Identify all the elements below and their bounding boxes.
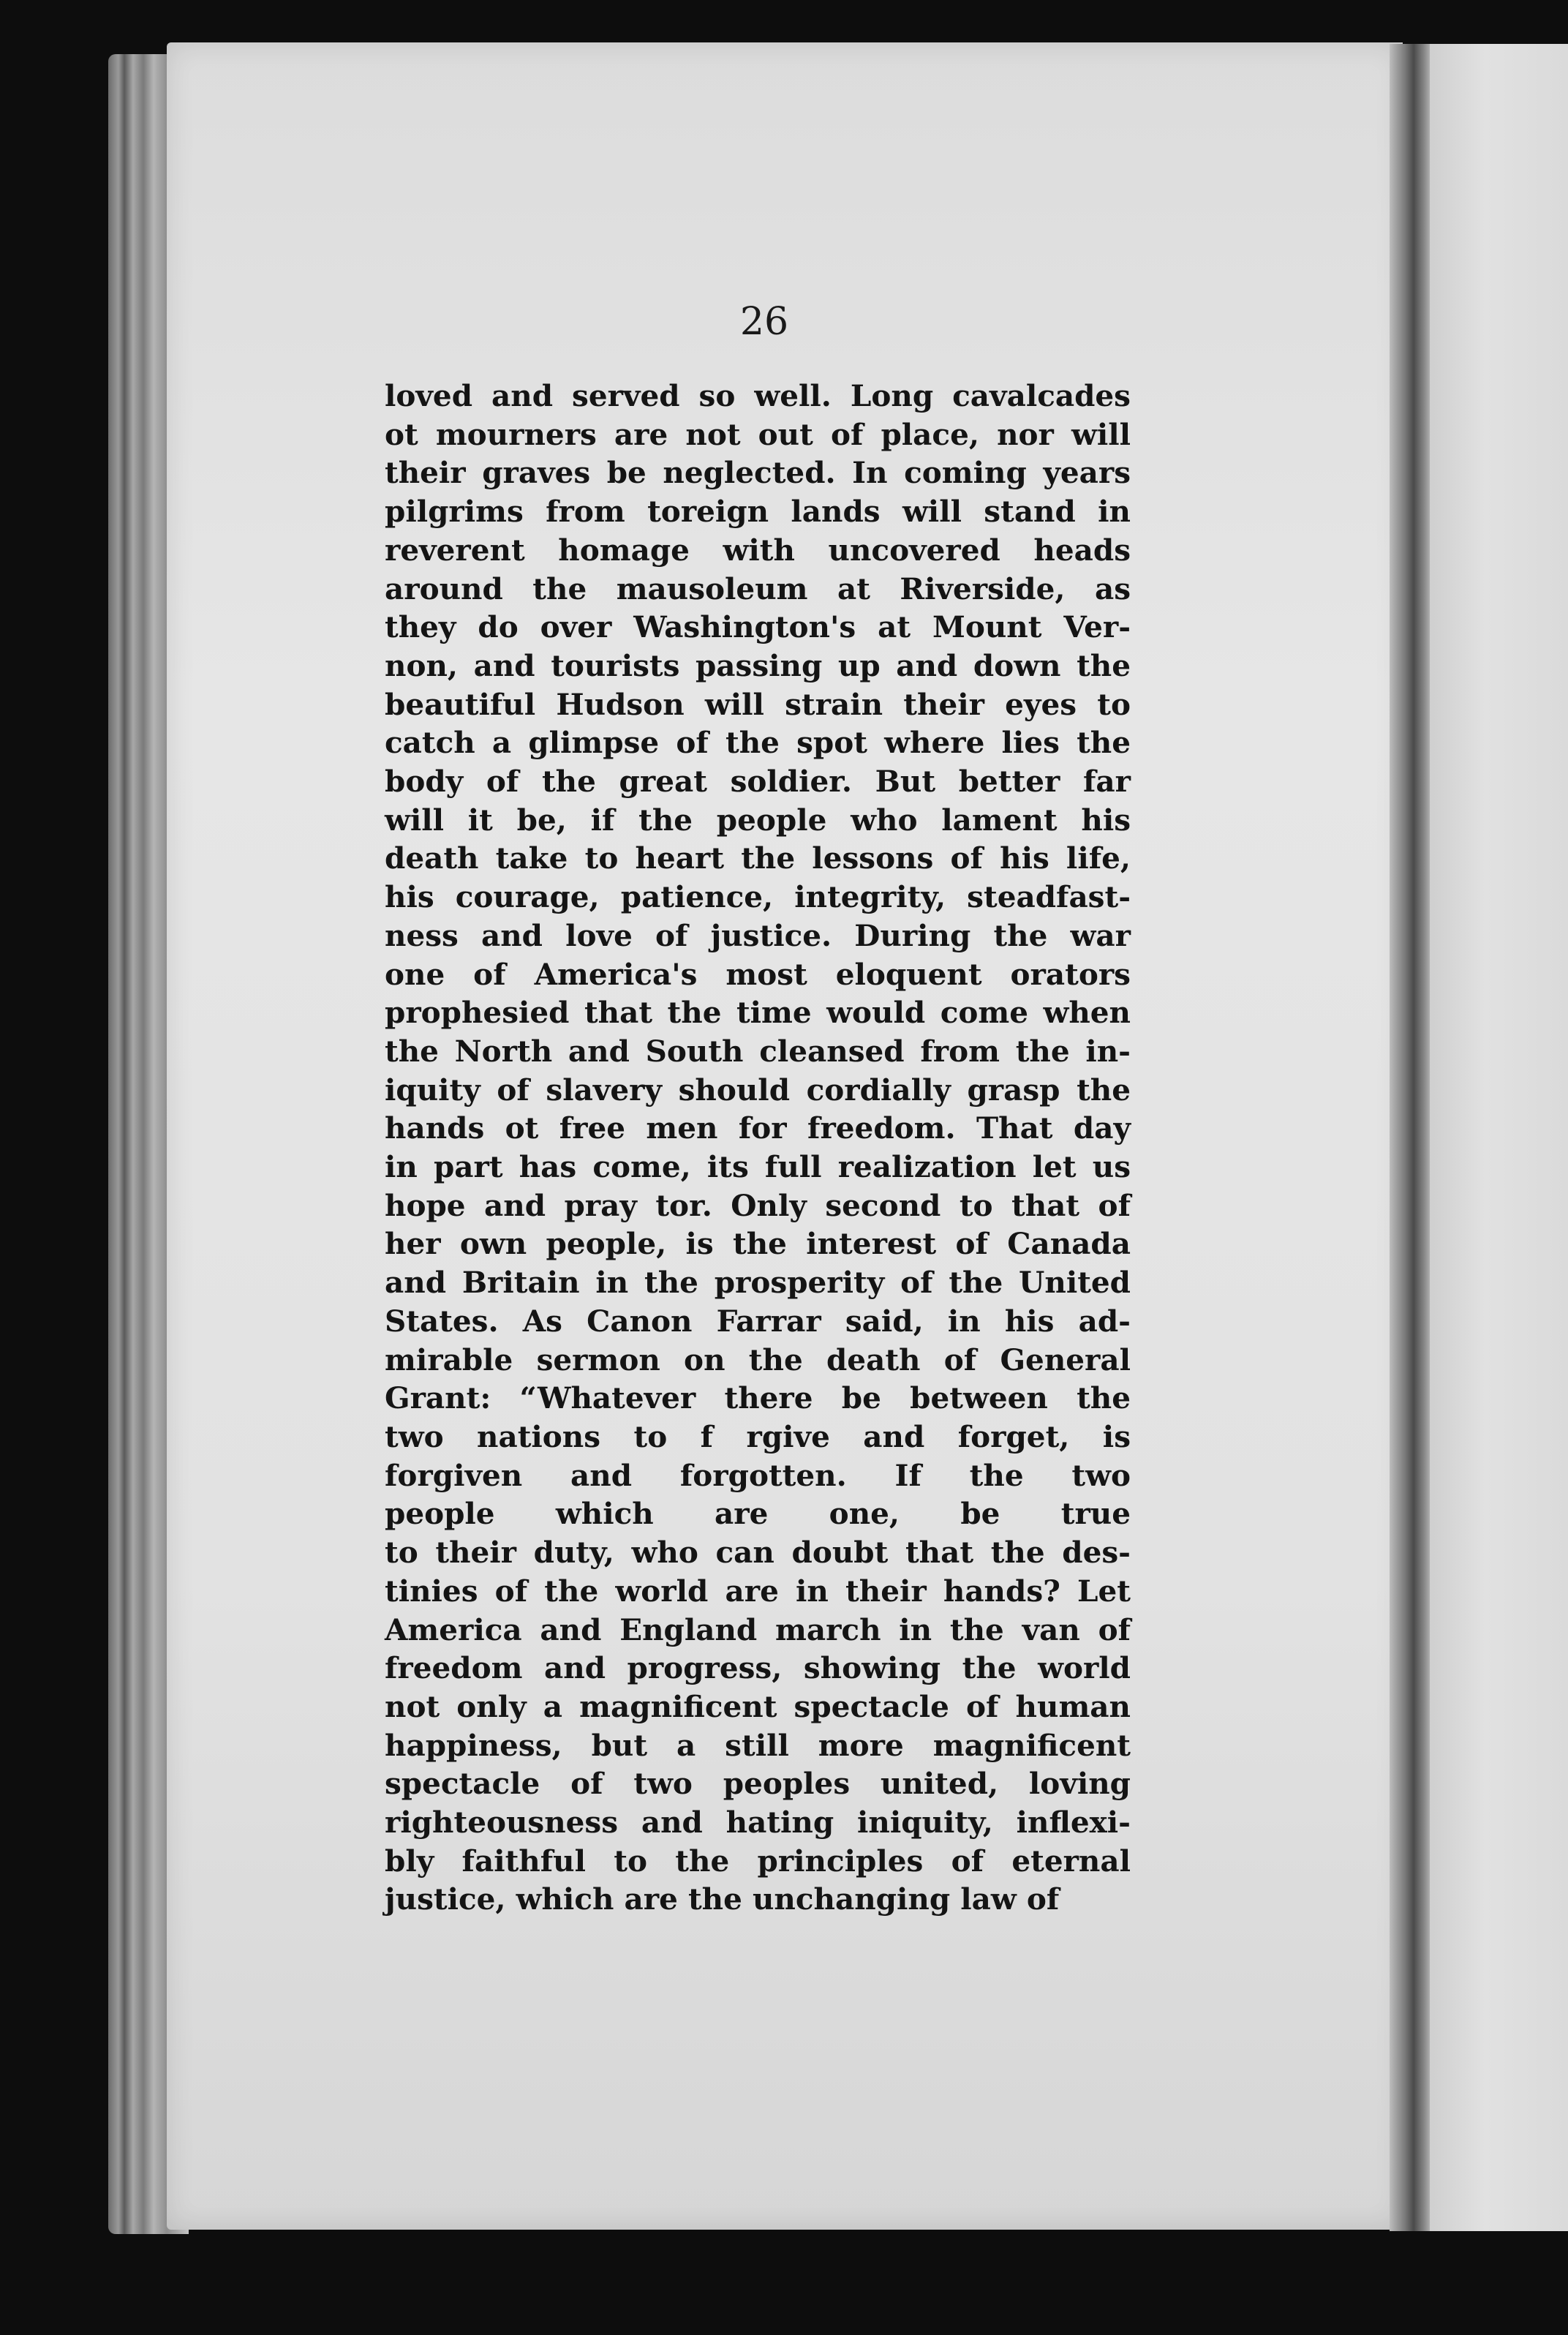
text-line: catch a glimpse of the spot where lies the <box>385 725 1131 761</box>
text-line: loved and served so well. Long cavalcades <box>385 378 1131 413</box>
text-line: around the mausoleum at Riverside, as <box>385 571 1131 606</box>
text-line: righteousness and hating iniquity, inflexi- <box>385 1805 1131 1840</box>
text-line: iquity of slavery should cordially grasp the <box>385 1072 1131 1108</box>
text-line: spectacle of two peoples united, loving <box>385 1766 1131 1802</box>
text-line: justice, which are the unchanging law of <box>385 1881 1060 1917</box>
text-line: his courage, patience, integrity, steadfast- <box>385 879 1131 915</box>
text-line: prophesied that the time would come when <box>385 995 1131 1031</box>
text-line: bly faithful to the principles of eternal <box>385 1843 1131 1879</box>
text-line: ness and love of justice. During the war <box>385 917 1131 953</box>
text-line: her own people, is the interest of Canada <box>385 1226 1131 1262</box>
text-line: and Britain in the prosperity of the United <box>385 1265 1131 1301</box>
text-line: two nations to f rgive and forget, is <box>385 1418 1131 1454</box>
text-line: freedom and progress, showing the world <box>385 1650 1131 1686</box>
text-line: will it be, if the people who lament his <box>385 802 1131 838</box>
text-line: their graves be neglected. In coming years <box>385 455 1131 491</box>
text-line: they do over Washington's at Mount Ver- <box>385 609 1131 645</box>
text-line: forgiven and forgotten. If the two <box>385 1457 1131 1493</box>
text-line: not only a magnificent spectacle of human <box>385 1688 1131 1724</box>
text-line: death take to heart the lessons of his life, <box>385 841 1131 876</box>
right-page-edge <box>1430 44 1568 2231</box>
text-line: ot mourners are not out of place, nor will <box>385 416 1131 452</box>
text-line: the North and South cleansed from the in- <box>385 1033 1131 1069</box>
text-line: non, and tourists passing up and down the <box>385 647 1131 683</box>
text-line: tinies of the world are in their hands? Let <box>385 1573 1131 1609</box>
text-line: body of the great soldier. But better far <box>385 764 1131 800</box>
body-text <box>385 377 1131 1919</box>
text-line: people which are one, be true <box>385 1496 1131 1532</box>
text-line: mirable sermon on the death of General <box>385 1342 1131 1377</box>
text-line: pilgrims from toreign lands will stand in <box>385 494 1131 530</box>
text-line: America and England march in the van of <box>385 1612 1131 1647</box>
text-line: beautiful Hudson will strain their eyes to <box>385 686 1131 722</box>
text-line: hands ot free men for freedom. That day <box>385 1110 1131 1146</box>
book-gutter <box>1390 44 1433 2231</box>
text-line: in part has come, its full realization let us <box>385 1149 1131 1185</box>
page-number: 26 <box>739 300 789 344</box>
text-line: hope and pray tor. Only second to that of <box>385 1187 1131 1223</box>
text-line: to their duty, who can doubt that the des- <box>385 1535 1131 1571</box>
text-line: Grant: “Whatever there be between the <box>385 1380 1131 1416</box>
text-line: States. As Canon Farrar said, in his ad- <box>385 1303 1131 1339</box>
text-line: happiness, but a still more magnificent <box>385 1727 1131 1763</box>
text-line: one of America's most eloquent orators <box>385 956 1131 992</box>
text-line: reverent homage with uncovered heads <box>385 532 1131 568</box>
